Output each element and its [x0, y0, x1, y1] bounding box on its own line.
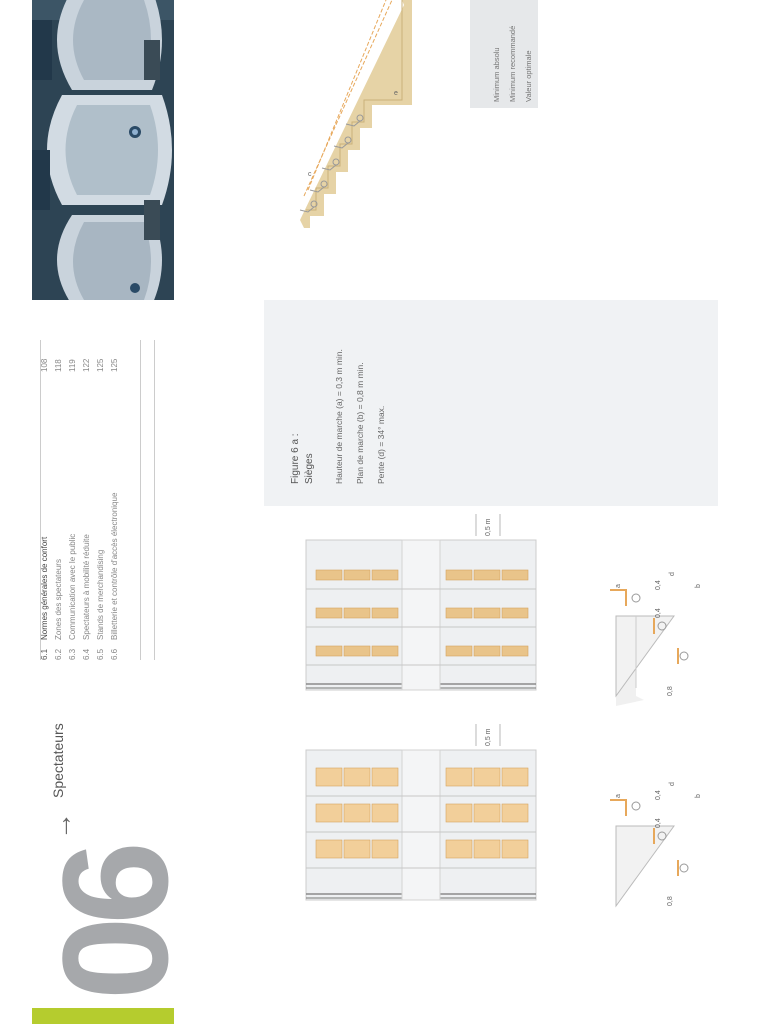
toc-label: Stands de merchandising [96, 549, 105, 640]
toc-num: 6.1 [40, 648, 49, 660]
toc-rule [154, 340, 155, 660]
dimension-label-a: a [615, 794, 622, 798]
toc-item[interactable] [54, 559, 63, 660]
dimension-label-width: 0,5 m [485, 728, 492, 746]
toc-item[interactable] [40, 537, 49, 660]
page-margin [718, 0, 768, 1024]
toc-page: 125 [110, 358, 119, 372]
figure-line: Hauteur de marche (a) = 0,3 m min. [334, 349, 344, 484]
dimension-label-step: 0,4 [655, 580, 662, 590]
toc-page: 122 [82, 358, 91, 372]
toc-num: 6.3 [68, 648, 77, 660]
toc-item[interactable] [110, 493, 119, 660]
toc-label: Billetterie et contrôle d'accès électronique [110, 492, 119, 640]
dimension-label-step: 0,4 [655, 818, 662, 828]
stadium-seats-photo [32, 0, 174, 300]
toc-item[interactable] [68, 534, 77, 660]
toc-label: Communication avec le public [68, 533, 77, 640]
dimension-label-tread: 0,8 [667, 686, 674, 696]
toc-num: 6.4 [82, 648, 91, 660]
legend-item: Minimum absolu [492, 47, 501, 102]
dimension-label-step: 0,4 [655, 790, 662, 800]
dimension-label-width: 0,5 m [485, 518, 492, 536]
toc-page: 125 [96, 358, 105, 372]
dimension-label-e: e [394, 90, 398, 97]
toc-page: 108 [40, 358, 49, 372]
toc-label: Spectateurs à mobilité réduite [82, 534, 91, 640]
diagram-panel-bottom [264, 506, 718, 1024]
figure-line: Plan de marche (b) = 0,8 m min. [355, 362, 365, 484]
legend [470, 0, 538, 108]
toc-label: Normes générales de confort [40, 536, 49, 640]
toc-num: 6.5 [96, 648, 105, 660]
toc-rule [140, 340, 141, 660]
legend-item: Valeur optimale [524, 50, 533, 102]
toc-num: 6.6 [110, 648, 119, 660]
dimension-label-c: c [308, 171, 312, 178]
chapter-title: Spectateurs [50, 723, 66, 798]
toc-label: Zones des spectateurs [54, 559, 63, 640]
toc-num: 6.2 [54, 648, 63, 660]
chapter-number: 06 [31, 849, 199, 1000]
legend-item: Minimum recommandé [508, 25, 517, 102]
dimension-label-a: a [615, 584, 622, 588]
dimension-label-step: 0,4 [655, 608, 662, 618]
toc-page: 118 [54, 359, 63, 372]
figure-caption [264, 300, 718, 506]
toc-item[interactable] [82, 534, 91, 660]
figure-line: Pente (d) = 34° max. [376, 405, 386, 484]
figure-title: Figure 6 a : [290, 433, 301, 484]
toc-item[interactable] [96, 550, 105, 660]
figure-subtitle: Sièges [304, 453, 315, 484]
arrow-icon: → [46, 812, 77, 840]
toc-page: 119 [68, 359, 77, 372]
dimension-label-b: b [695, 584, 702, 588]
chapter-accent-bar [32, 1008, 174, 1024]
dimension-label-tread: 0,8 [667, 896, 674, 906]
dimension-label-d: d [669, 782, 676, 786]
dimension-label-d: d [669, 572, 676, 576]
seating-plan-diagram [264, 506, 718, 1024]
dimension-label-b: b [695, 794, 702, 798]
